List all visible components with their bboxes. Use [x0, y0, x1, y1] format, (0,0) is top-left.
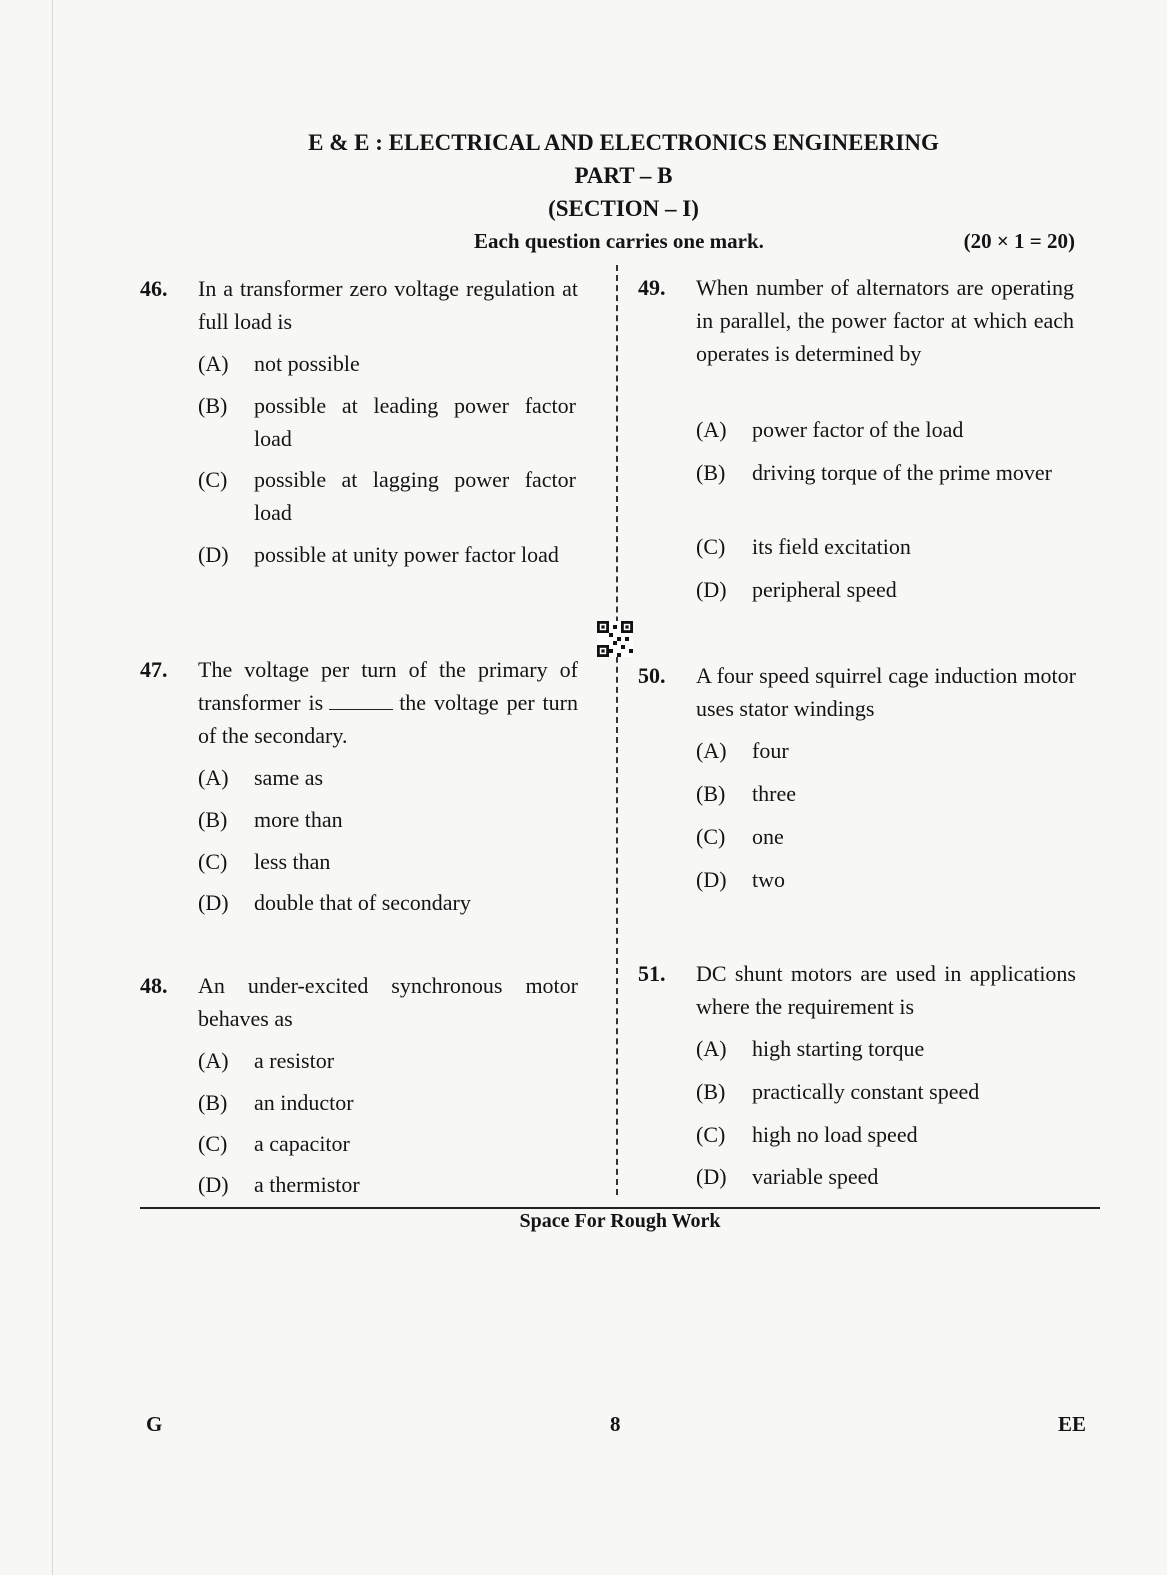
option-label: (C): [696, 534, 726, 559]
option-label: (B): [198, 393, 228, 418]
rough-work-divider: [140, 1207, 1100, 1209]
option-label: (D): [198, 890, 229, 915]
option-label: (A): [696, 417, 727, 442]
option-a[interactable]: [198, 347, 360, 380]
option-text: three: [752, 781, 796, 806]
option-b[interactable]: [198, 803, 343, 836]
question-number: 49.: [638, 275, 666, 300]
footer-subject-code: EE: [1058, 1412, 1087, 1436]
question-number: 46.: [140, 276, 168, 301]
question-number: 48.: [140, 973, 168, 998]
option-d[interactable]: [696, 573, 897, 606]
footer-series-code: G: [146, 1412, 163, 1436]
option-text: possible at leading power factor load: [254, 393, 576, 451]
option-text: an inductor: [254, 1090, 354, 1115]
option-label: (B): [696, 781, 726, 806]
column-divider: [616, 265, 618, 1195]
part-heading: PART – B: [574, 163, 673, 188]
option-text: less than: [254, 849, 331, 874]
question-51: [638, 957, 1078, 1197]
option-label: (C): [696, 1122, 726, 1147]
option-label: (D): [198, 542, 229, 567]
question-number: 50.: [638, 663, 666, 688]
option-label: (D): [696, 867, 727, 892]
option-d[interactable]: [198, 538, 578, 571]
option-a[interactable]: [696, 1032, 924, 1065]
option-text: a thermistor: [254, 1172, 360, 1197]
option-b[interactable]: [198, 389, 578, 455]
option-text: four: [752, 738, 789, 763]
option-text: not possible: [254, 351, 360, 376]
option-b[interactable]: [696, 1075, 979, 1108]
option-c[interactable]: [198, 463, 578, 529]
option-text: its field excitation: [752, 534, 911, 559]
option-label: (A): [696, 738, 727, 763]
option-text: more than: [254, 807, 343, 832]
option-d[interactable]: [696, 1160, 878, 1193]
option-label: (C): [198, 1131, 228, 1156]
option-a[interactable]: [198, 1044, 334, 1077]
option-text: variable speed: [752, 1164, 879, 1189]
option-c[interactable]: [696, 1118, 918, 1151]
option-label: (B): [696, 1079, 726, 1104]
stem-part-1: The voltage per turn of the primary of transformer is: [198, 657, 578, 715]
question-stem: In a transformer zero voltage regulation at full load is: [198, 276, 578, 334]
question-stem: DC shunt motors are used in applications where the requirement is: [696, 961, 1076, 1019]
question-47: [140, 653, 580, 923]
option-label: (C): [198, 467, 228, 492]
option-c[interactable]: [198, 1127, 350, 1160]
option-label: (D): [696, 577, 727, 602]
option-d[interactable]: [198, 1168, 360, 1201]
option-b[interactable]: [696, 456, 1076, 489]
question-48: [140, 969, 580, 1204]
option-a[interactable]: [198, 761, 323, 794]
section-heading: (SECTION – I): [548, 196, 699, 221]
question-46: [140, 272, 580, 602]
paper-title: E & E : ELECTRICAL AND ELECTRONICS ENGINEERING: [308, 130, 939, 155]
option-label: (D): [696, 1164, 727, 1189]
option-label: (A): [696, 1036, 727, 1061]
option-d[interactable]: [696, 863, 785, 896]
option-text: driving torque of the prime mover: [752, 460, 1052, 485]
option-d[interactable]: [198, 886, 471, 919]
marks-total: (20 × 1 = 20): [963, 229, 1075, 253]
option-text: double that of secondary: [254, 890, 471, 915]
option-text: possible at lagging power factor load: [254, 467, 576, 525]
option-text: same as: [254, 765, 324, 790]
option-label: (C): [198, 849, 228, 874]
page-edge-line: [52, 0, 53, 1575]
option-text: high no load speed: [752, 1122, 918, 1147]
answer-blank: [329, 687, 393, 710]
option-c[interactable]: [696, 530, 911, 563]
option-text: peripheral speed: [752, 577, 897, 602]
option-text: possible at unity power factor load: [254, 542, 559, 567]
option-a[interactable]: [696, 734, 789, 767]
option-text: high starting torque: [752, 1036, 925, 1061]
option-label: (D): [198, 1172, 229, 1197]
option-label: (A): [198, 351, 229, 376]
option-label: (A): [198, 765, 229, 790]
option-text: practically constant speed: [752, 1079, 980, 1104]
option-a[interactable]: [696, 413, 963, 446]
instruction-text: Each question carries one mark.: [474, 229, 764, 253]
option-text: two: [752, 867, 785, 892]
question-stem: A four speed squirrel cage induction motor uses stator windings: [696, 663, 1076, 721]
question-49: [638, 271, 1078, 611]
option-text: one: [752, 824, 784, 849]
question-stem: An under-excited synchronous motor behaves as: [198, 973, 578, 1031]
option-b[interactable]: [696, 777, 796, 810]
option-label: (B): [198, 807, 228, 832]
option-text: power factor of the load: [752, 417, 964, 442]
question-number: 51.: [638, 961, 666, 986]
option-c[interactable]: [696, 820, 784, 853]
question-50: [638, 659, 1078, 899]
question-number: 47.: [140, 657, 168, 682]
option-label: (B): [696, 460, 726, 485]
option-text: a capacitor: [254, 1131, 350, 1156]
option-c[interactable]: [198, 845, 330, 878]
question-stem: When number of alternators are operating in parallel, the power factor at which each operates is determined by: [696, 275, 1074, 366]
footer-page-number: 8: [610, 1412, 621, 1436]
question-stem: [198, 653, 578, 752]
option-text: a resistor: [254, 1048, 335, 1073]
stem-part-2: the voltage per turn of the secondary.: [198, 690, 578, 748]
option-label: (A): [198, 1048, 229, 1073]
option-label: (B): [198, 1090, 228, 1115]
qr-code-icon: [597, 621, 633, 657]
rough-work-label: Space For Rough Work: [519, 1210, 721, 1232]
option-b[interactable]: [198, 1086, 354, 1119]
option-label: (C): [696, 824, 726, 849]
